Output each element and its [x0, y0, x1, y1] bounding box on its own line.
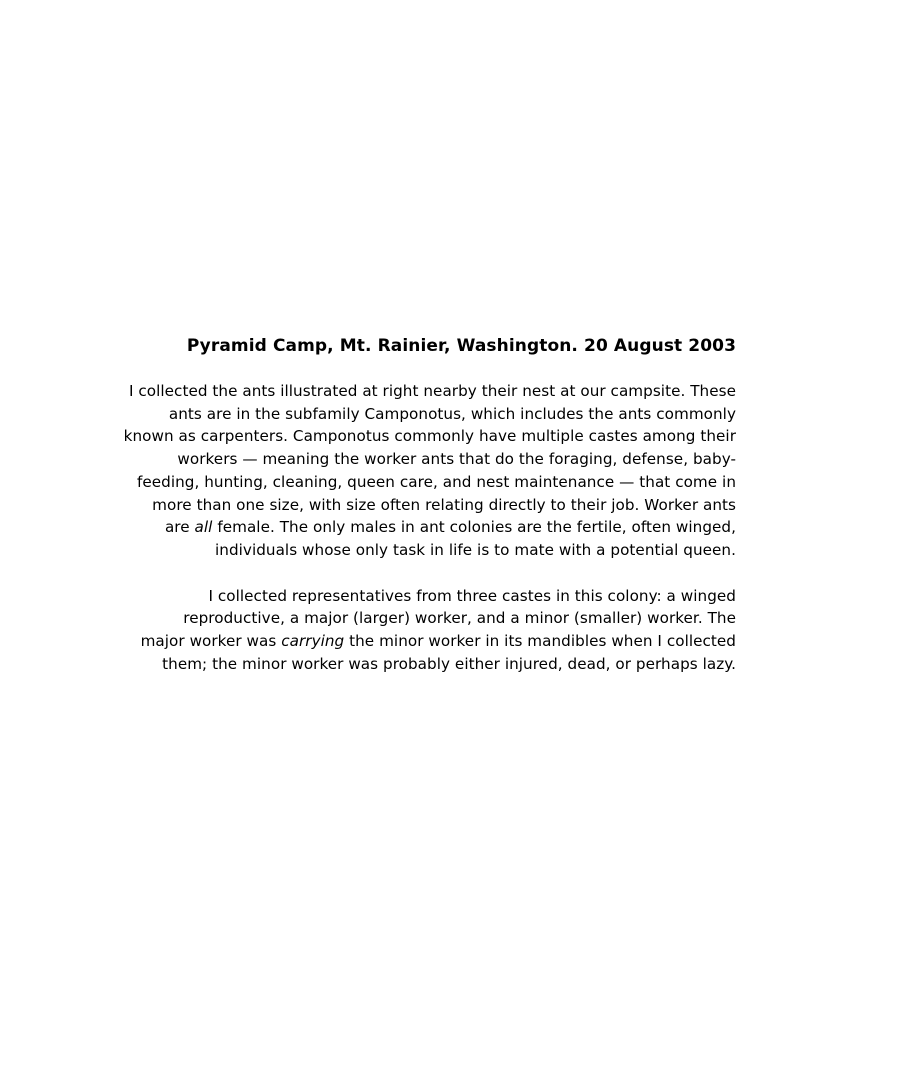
paragraph-line: individuals whose only task in life is to mate with a potential queen. [215, 540, 736, 559]
text-run: major worker was [140, 632, 282, 651]
text-run: female. The only males in ant colonies are the fertile, often winged, [212, 518, 736, 537]
paragraph-line: more than one size, with size often relating directly to their job. Worker ants [152, 495, 736, 514]
text-run: are [164, 518, 195, 537]
emphasis-text: all [194, 518, 213, 537]
paragraph-line [110, 516, 736, 539]
text-block [110, 335, 736, 675]
paragraph-line: reproductive, a major (larger) worker, and a minor (smaller) worker. The [183, 609, 736, 628]
paragraph-line: I collected representatives from three castes in this colony: a winged [208, 586, 736, 605]
paragraph-line [110, 630, 736, 653]
paragraph-line: feeding, hunting, cleaning, queen care, and nest maintenance — that come in [136, 472, 736, 491]
paragraph-line: known as carpenters. Camponotus commonly have multiple castes among their [123, 427, 736, 446]
paragraph-line: them; the minor worker was probably either injured, dead, or perhaps lazy. [162, 654, 736, 673]
paragraph-intro [110, 380, 736, 562]
paragraph-line: I collected the ants illustrated at right nearby their nest at our campsite. These [128, 382, 736, 400]
paragraph-line: ants are in the subfamily Camponotus, which includes the ants commonly [168, 404, 736, 423]
emphasis-text: carrying [281, 632, 345, 651]
paragraph-line: workers — meaning the worker ants that do the foraging, defense, baby- [177, 450, 736, 469]
paragraph-castes [110, 585, 736, 676]
document-heading: Pyramid Camp, Mt. Rainier, Washington. 20 August 2003 [186, 336, 736, 356]
text-run: the minor worker in its mandibles when I collected [344, 632, 736, 651]
